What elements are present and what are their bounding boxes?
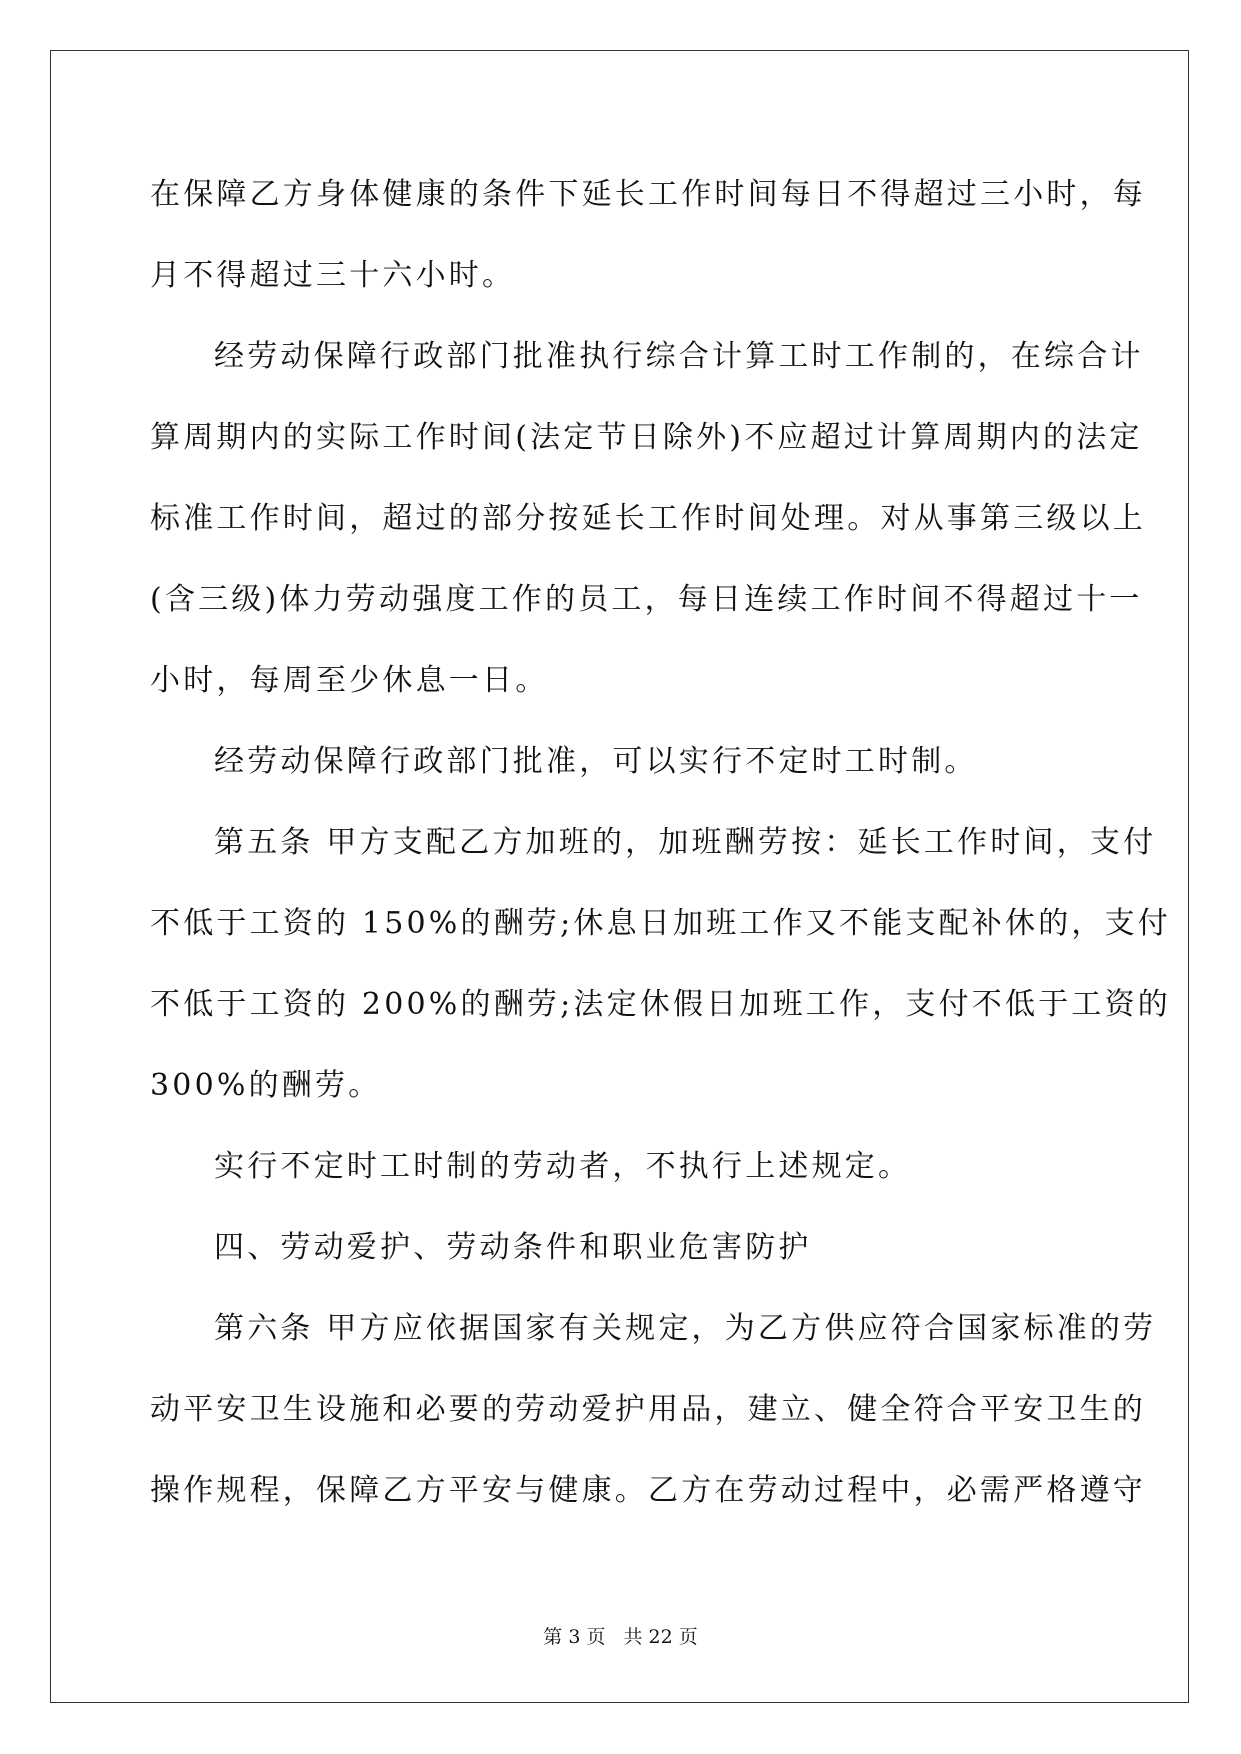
text-line: (含三级)体力劳动强度工作的员工，每日连续工作时间不得超过十一	[150, 582, 1143, 617]
text-line: 第六条 甲方应依据国家有关规定，为乙方供应符合国家标准的劳	[214, 1311, 1157, 1346]
text-line: 300%的酬劳。	[150, 1068, 382, 1103]
text-line: 在保障乙方身体健康的条件下延长工作时间每日不得超过三小时，每	[150, 177, 1146, 212]
text-line: 实行不定时工时制的劳动者，不执行上述规定。	[214, 1149, 912, 1184]
text-line: 不低于工资的 150%的酬劳;休息日加班工作又不能支配补休的，支付	[150, 906, 1172, 941]
text-line: 不低于工资的 200%的酬劳;法定休假日加班工作，支付不低于工资的	[150, 987, 1172, 1022]
text-line: 第五条 甲方支配乙方加班的，加班酬劳按：延长工作时间，支付	[214, 825, 1157, 860]
text-line: 操作规程，保障乙方平安与健康。乙方在劳动过程中，必需严格遵守	[150, 1473, 1146, 1508]
page-footer	[0, 1622, 1241, 1649]
text-line: 标准工作时间，超过的部分按延长工作时间处理。对从事第三级以上	[150, 501, 1146, 536]
text-line: 经劳动保障行政部门批准执行综合计算工时工作制的，在综合计	[214, 339, 1144, 374]
text-line: 经劳动保障行政部门批准，可以实行不定时工时制。	[214, 744, 978, 779]
page-total: 共 22 页	[623, 1626, 698, 1648]
text-line: 小时，每周至少休息一日。	[150, 663, 549, 698]
section-heading: 四、劳动爱护、劳动条件和职业危害防护	[214, 1230, 812, 1265]
text-line: 算周期内的实际工作时间(法定节日除外)不应超过计算周期内的法定	[150, 420, 1143, 455]
text-line: 动平安卫生设施和必要的劳动爱护用品，建立、健全符合平安卫生的	[150, 1392, 1146, 1427]
text-line: 月不得超过三十六小时。	[150, 258, 516, 293]
document-body	[150, 154, 1172, 1531]
page-number: 第 3 页	[543, 1626, 606, 1648]
